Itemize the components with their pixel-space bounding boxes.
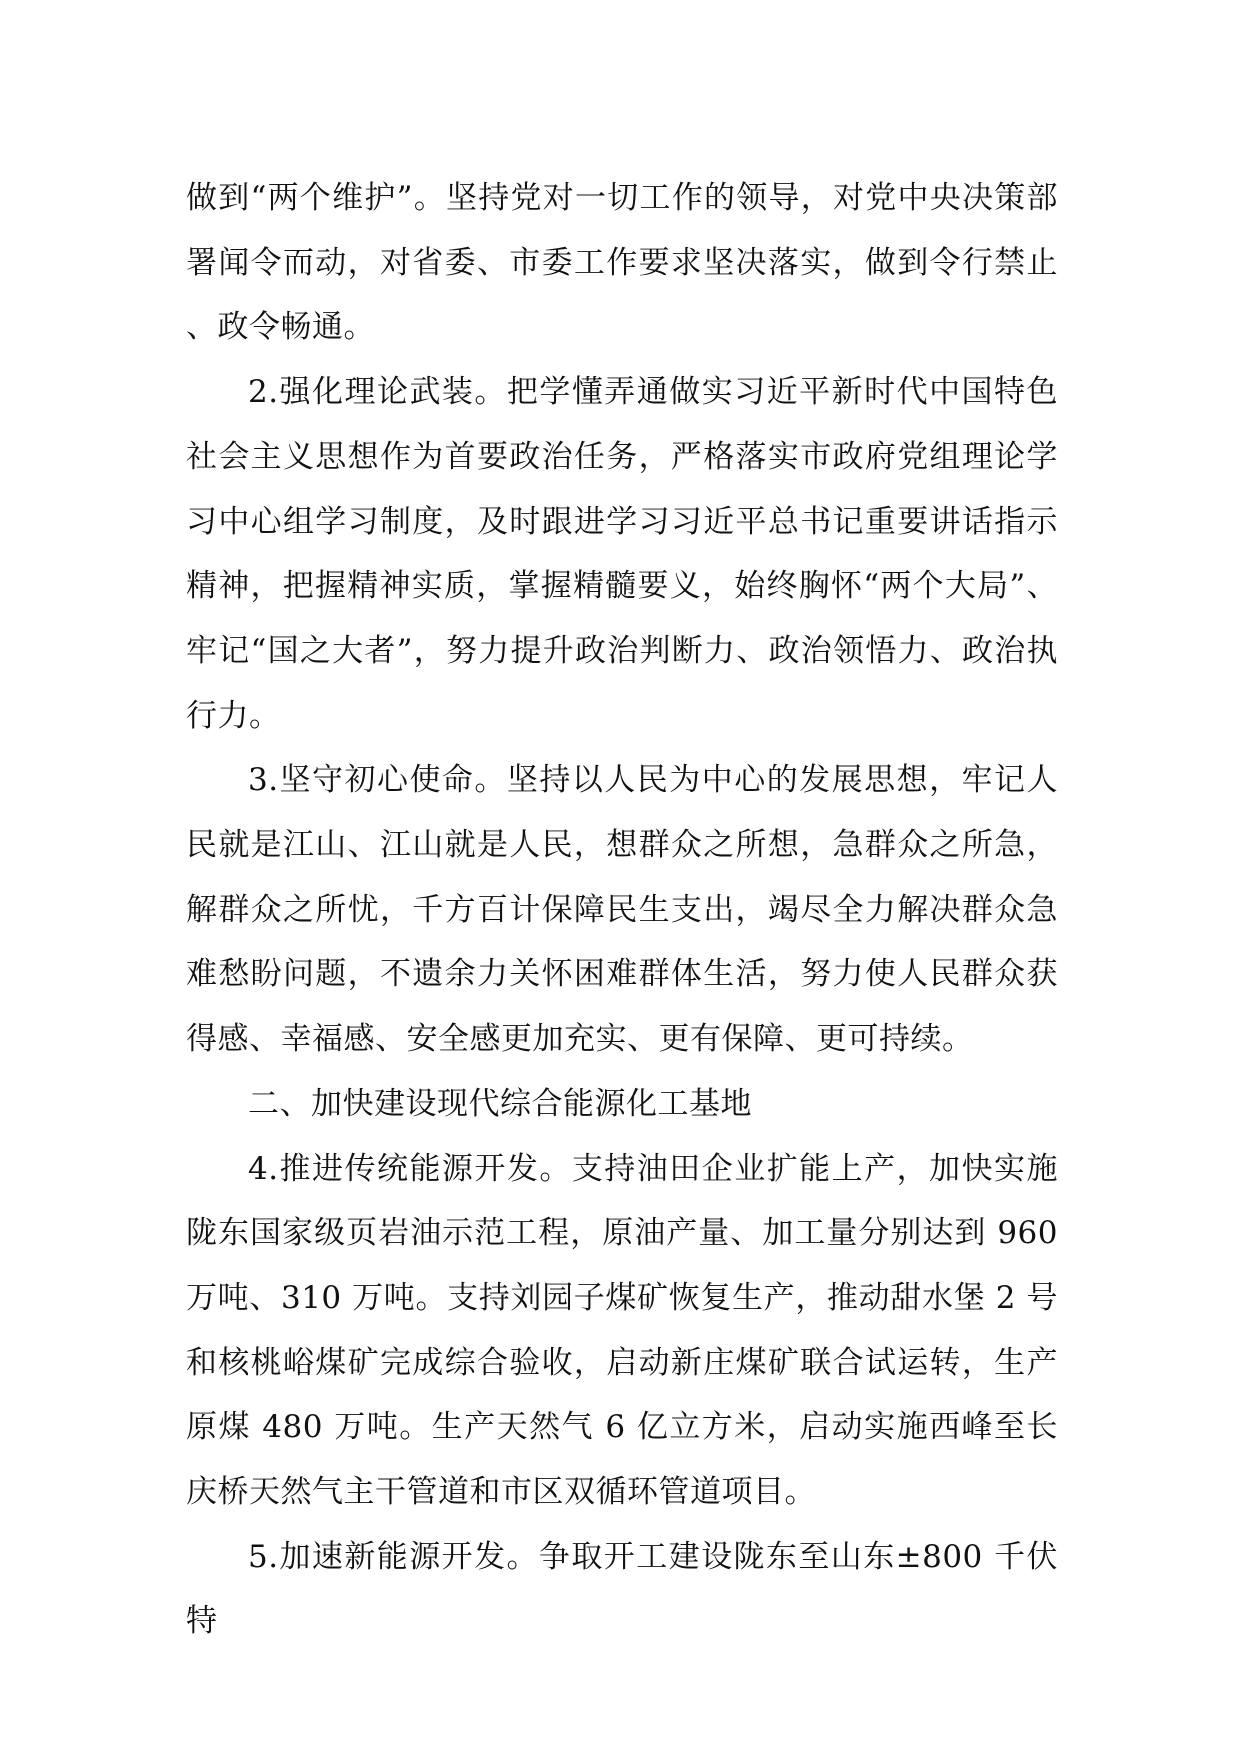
document-body — [186, 166, 1058, 1654]
paragraph-item-5: 5.加速新能源开发。争取开工建设陇东至山东±800 千伏特 — [186, 1538, 1058, 1640]
paragraph-continuation: 做到“两个维护”。坚持党对一切工作的领导，对党中央决策部署闻令而动，对省委、市委工作要求坚决落实，做到令行禁止、政令畅通。 — [186, 180, 1058, 346]
paragraph-item-4: 4.推进传统能源开发。支持油田企业扩能上产，加快实施陇东国家级页岩油示范工程，原油产量、加工量分别达到 960 万吨、310 万吨。支持刘园子煤矿恢复生产，推动甜水堡 2 号和核桃峪煤矿完成综合验收，启动新庄煤矿联合试运转，生产原煤 480 万吨。生产天然气 6 亿立方米，启动实施西峰至长庆桥天然气主干管道和市区双循环管道项目。 — [186, 1150, 1058, 1511]
section-heading: 二、加快建设现代综合能源化工基地 — [248, 1085, 752, 1122]
paragraph-item-3: 3.坚守初心使命。坚持以人民为中心的发展思想，牢记人民就是江山、江山就是人民，想群众之所想，急群众之所急，解群众之所忧，千方百计保障民生支出，竭尽全力解决群众急难愁盼问题，不遗余力关怀困难群体生活，努力使人民群众获得感、幸福感、安全感更加充实、更有保障、更可持续。 — [186, 762, 1058, 1058]
paragraph-item-2: 2.强化理论武装。把学懂弄通做实习近平新时代中国特色社会主义思想作为首要政治任务，严格落实市政府党组理论学习中心组学习制度，及时跟进学习习近平总书记重要讲话指示精神，把握精神实质，掌握精髓要义，始终胸怀“两个大局”、牢记“国之大者”，努力提升政治判断力、政治领悟力、政治执行力。 — [186, 374, 1058, 734]
